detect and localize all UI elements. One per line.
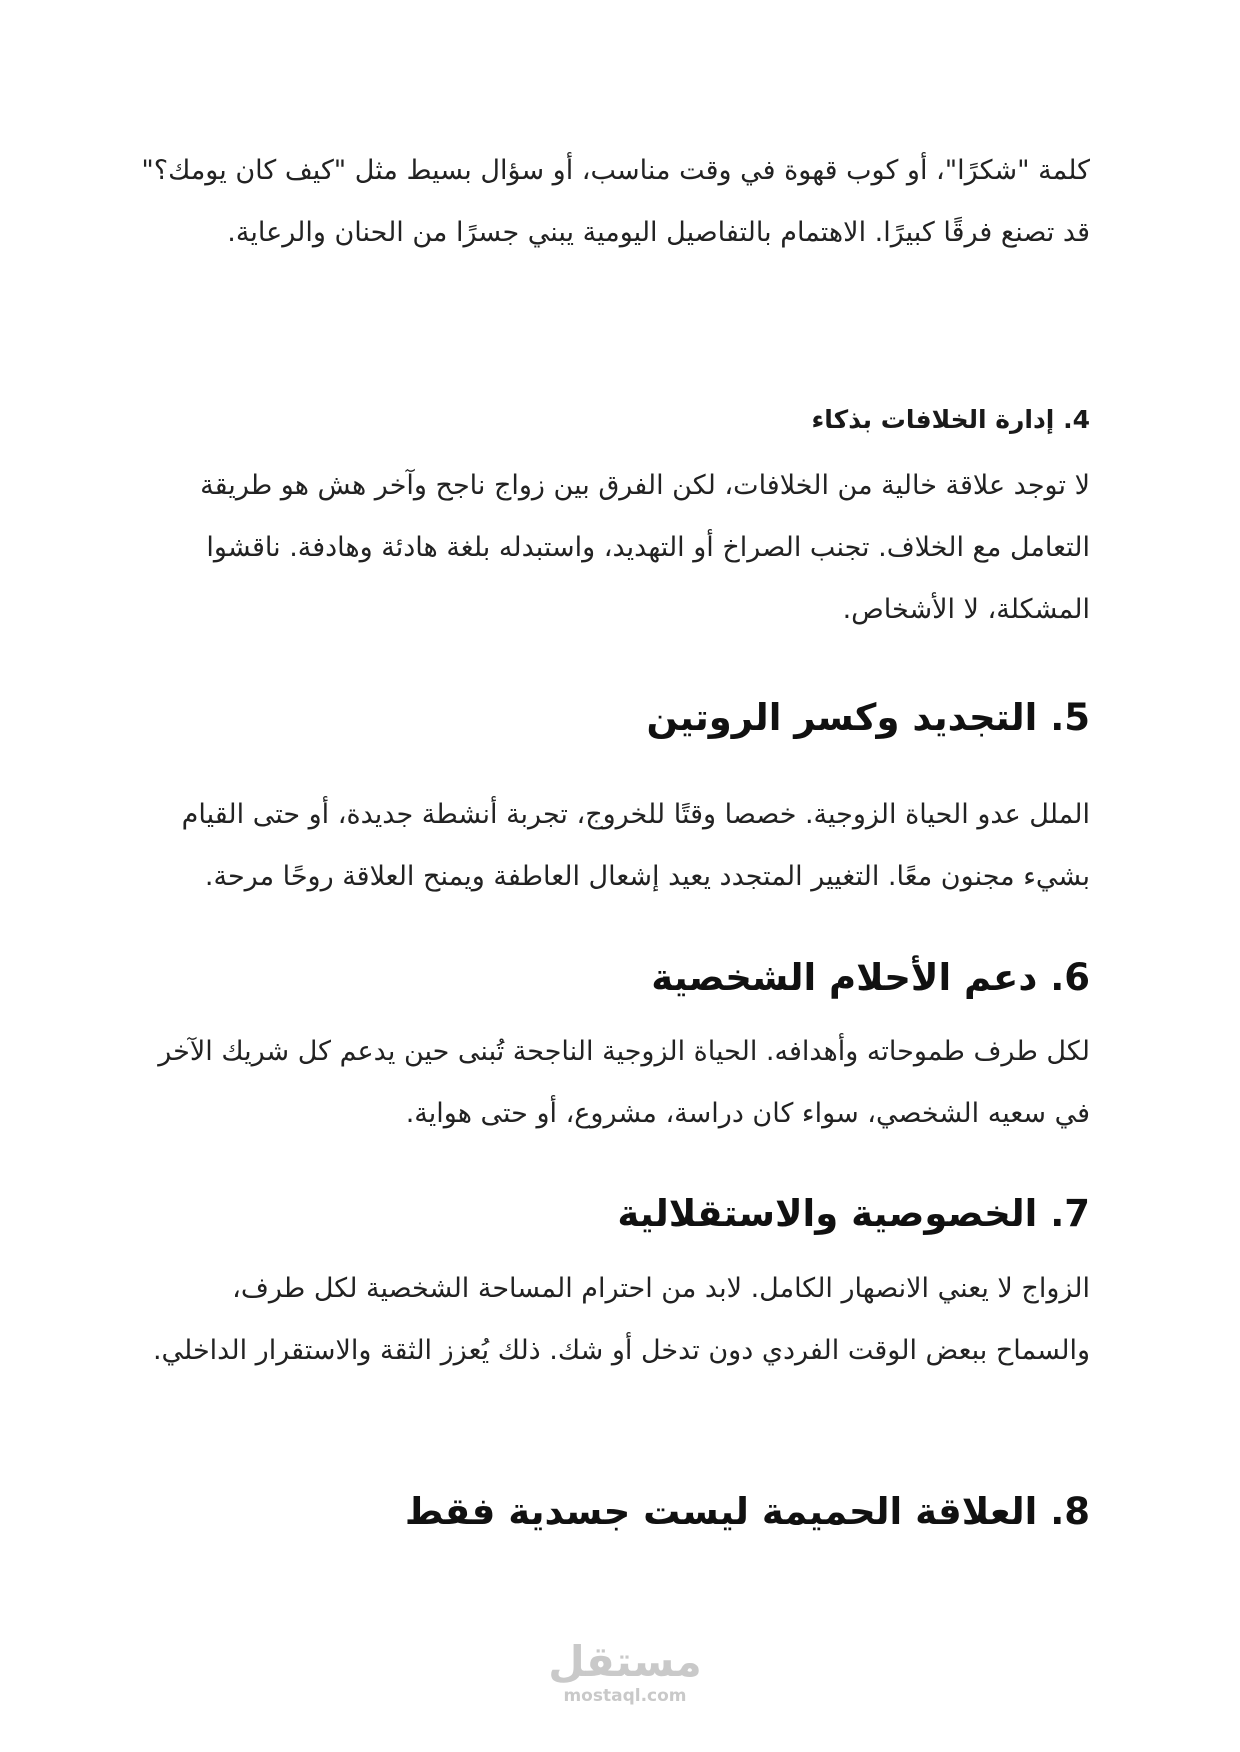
section-4 — [140, 400, 1090, 440]
section-5-body: الملل عدو الحياة الزوجية. خصصا وقتًا للخروج، تجربة أنشطة جديدة، أو حتى القيام بشيء مجنون معًا. التغيير المتجدد يعيد إشعال العاطفة ويمنح العلاقة روحًا مرحة. — [181, 799, 1090, 892]
section-6-body: لكل طرف طموحاته وأهدافه. الحياة الزوجية الناجحة تُبنى حين يدعم كل شريك الآخر في سعيه الشخصي، سواء كان دراسة، مشروع، أو حتى هواية. — [158, 1036, 1090, 1129]
section-4-body-block — [140, 455, 1090, 641]
section-6-body-block — [140, 1021, 1090, 1145]
section-5 — [140, 690, 1090, 746]
section-5-body-block — [140, 784, 1090, 908]
section-7-body-block — [140, 1258, 1090, 1382]
intro-paragraph: كلمة "شكرًا"، أو كوب قهوة في وقت مناسب، أو سؤال بسيط مثل "كيف كان يومك؟" قد تصنع فرقًا كبيرًا. الاهتمام بالتفاصيل اليومية يبني جسرًا من الحنان والرعاية. — [141, 155, 1090, 248]
section-7-body: الزواج لا يعني الانصهار الكامل. لابد من احترام المساحة الشخصية لكل طرف، والسماح ببعض الوقت الفردي دون تدخل أو شك. ذلك يُعزز الثقة والاستقرار الداخلي. — [152, 1273, 1090, 1366]
watermark-url: mostaql.com — [563, 1686, 687, 1706]
watermark-logo: مستقل — [548, 1637, 702, 1686]
section-5-heading: 5. التجديد وكسر الروتين — [646, 696, 1090, 739]
section-8-heading: 8. العلاقة الحميمة ليست جسدية فقط — [404, 1490, 1090, 1533]
section-4-body: لا توجد علاقة خالية من الخلافات، لكن الفرق بين زواج ناجح وآخر هش هو طريقة التعامل مع الخلاف. تجنب الصراخ أو التهديد، واستبدله بلغة هادئة وهادفة. ناقشوا المشكلة، لا الأشخاص. — [200, 470, 1090, 625]
section-7 — [140, 1186, 1090, 1242]
section-6 — [140, 950, 1090, 1006]
section-8 — [140, 1484, 1090, 1540]
intro-section — [140, 140, 1090, 264]
section-6-heading: 6. دعم الأحلام الشخصية — [651, 956, 1090, 999]
section-4-heading: 4. إدارة الخلافات بذكاء — [811, 405, 1090, 434]
section-7-heading: 7. الخصوصية والاستقلالية — [617, 1192, 1090, 1235]
mostaql-watermark — [545, 1638, 705, 1706]
